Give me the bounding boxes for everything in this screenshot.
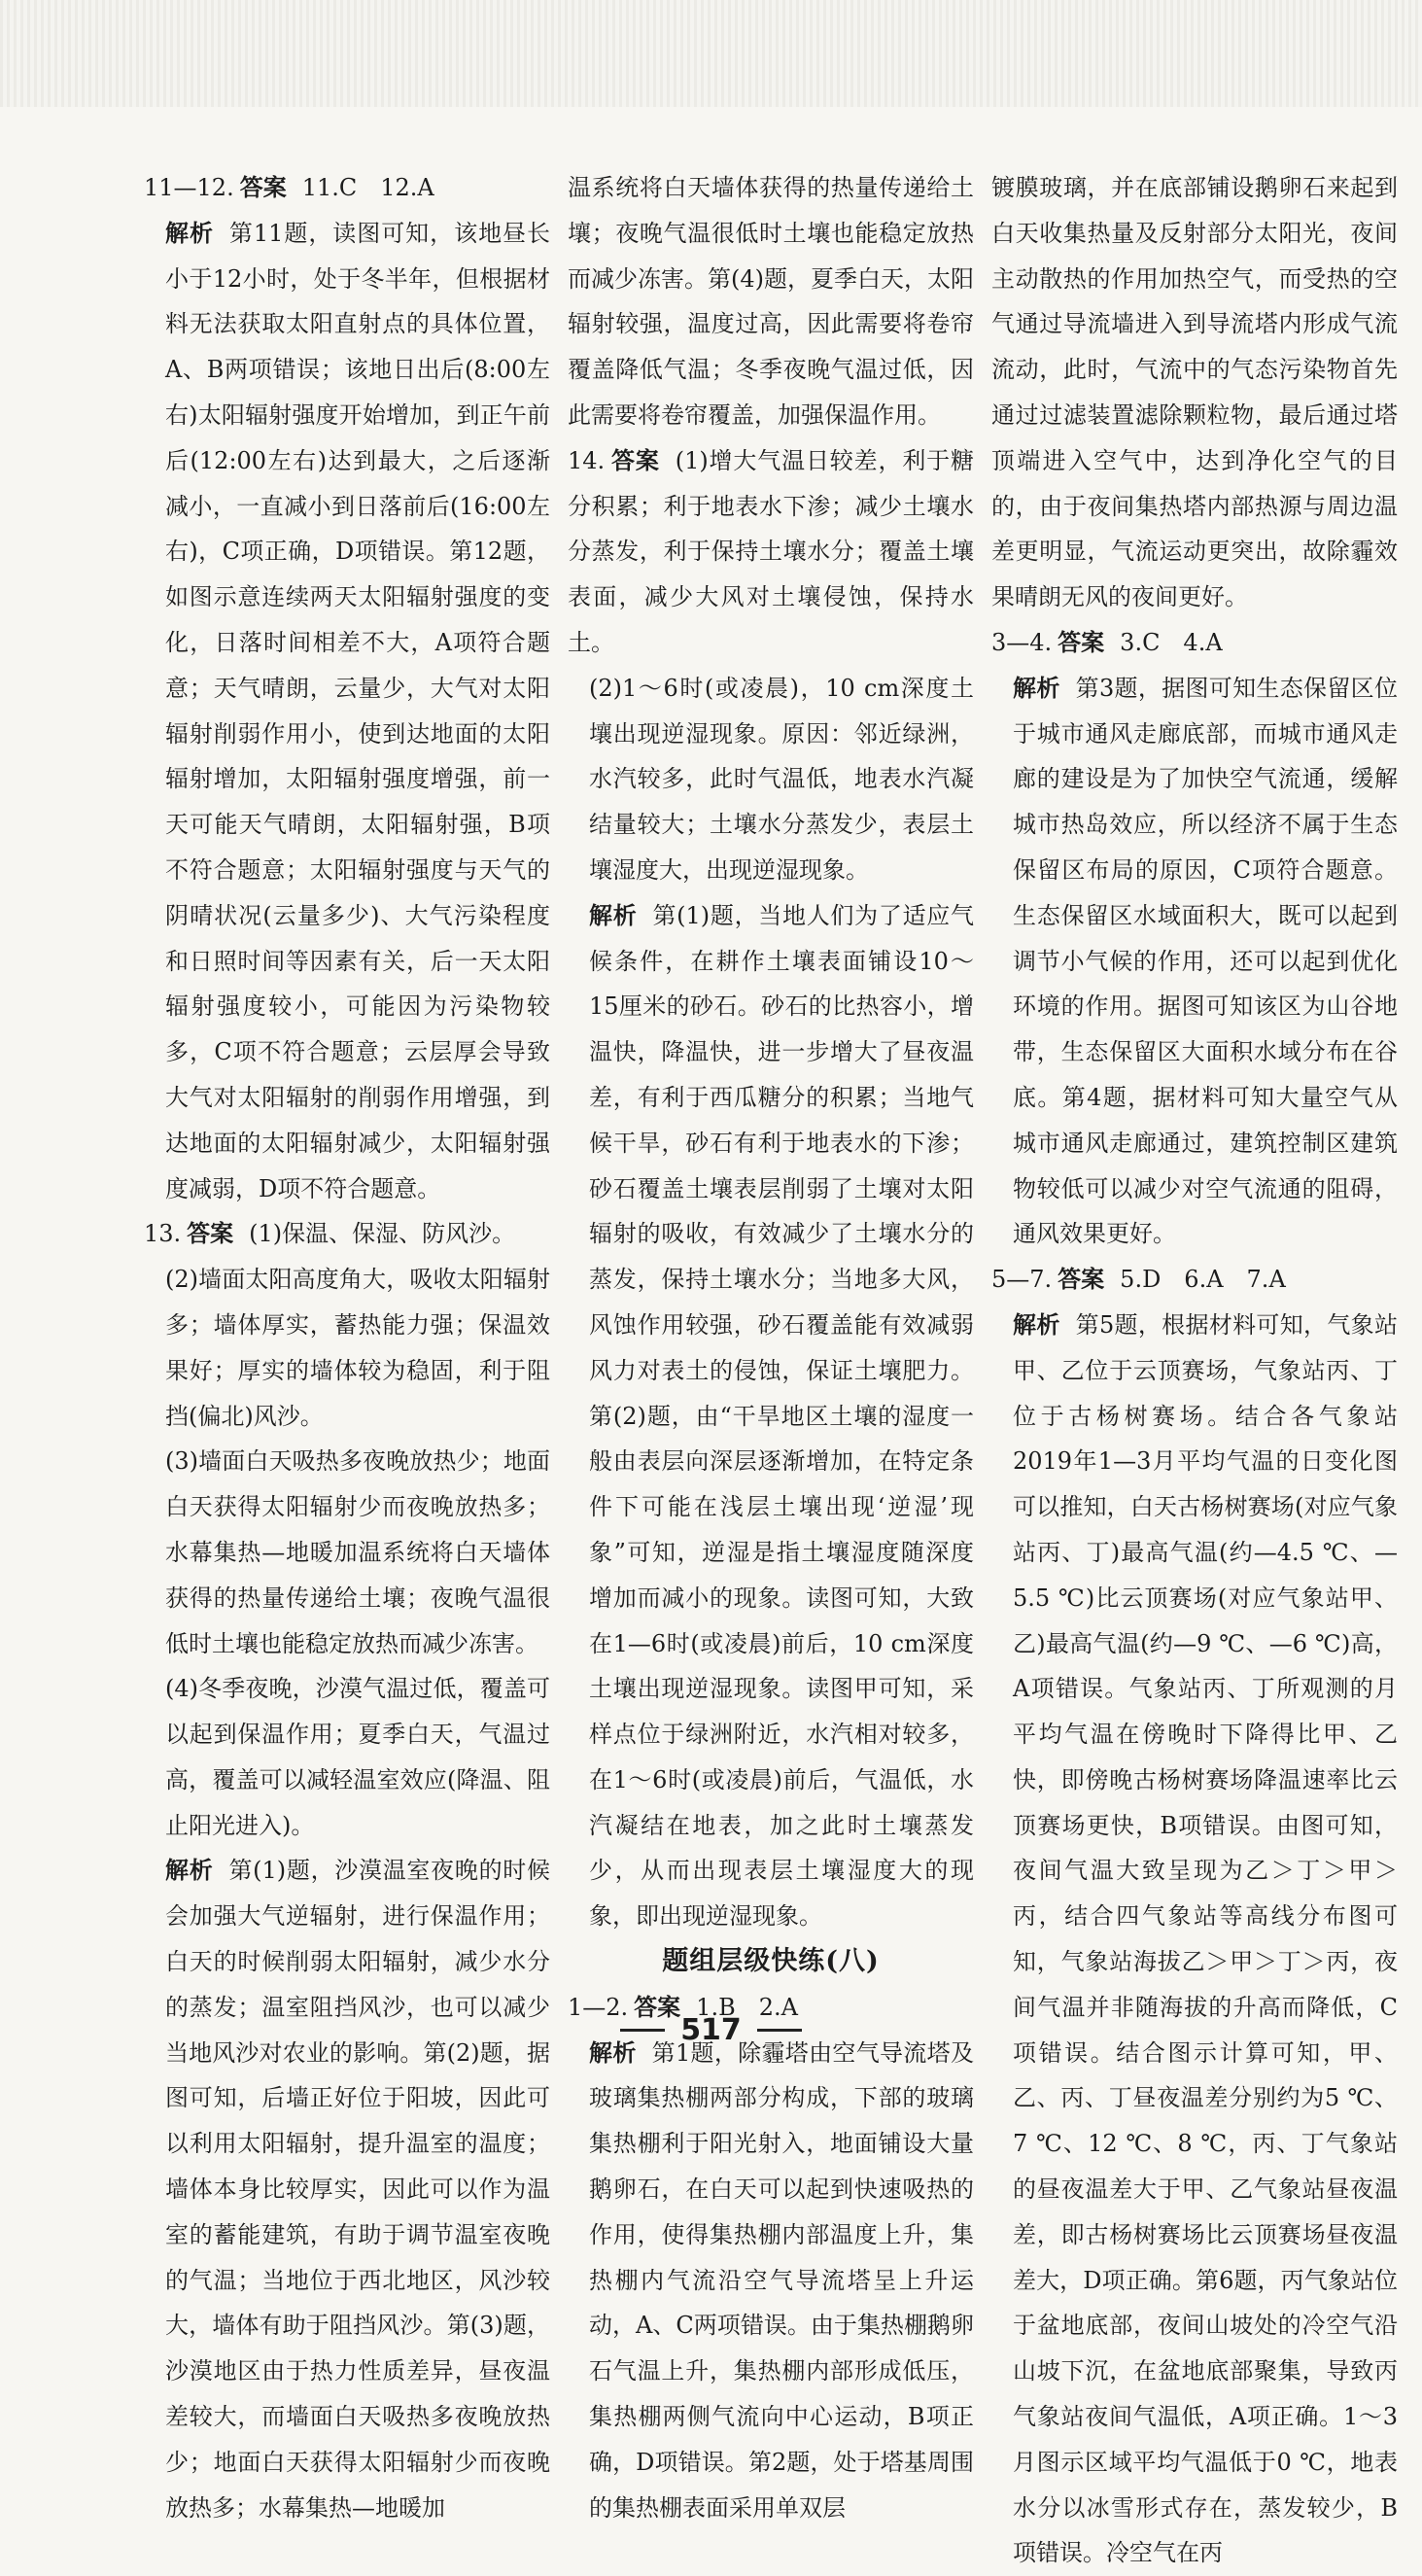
analysis-paragraph bbox=[144, 1848, 550, 2530]
answer-line bbox=[568, 438, 974, 666]
analysis-text: 第(1)题，沙漠温室夜晚的时候会加强大气逆辐射，进行保温作用；白天的时候削弱太阳辐射，减少水分的蒸发；温室阻挡风沙，也可以减少当地风沙对农业的影响。第(2)题，据图可知，后墙正好位于阳坡，因此可以利用太阳辐射，提升温室的温度；墙体本身比较厚实，因此可以作为温室的蓄能建筑，有助于调节温室夜晚的气温；当地位于西北地区，风沙较大，墙体有助于阻挡风沙。第(3)题，沙漠地区由于热力性质差异，昼夜温差较大，而墙面白天吸热多夜晚放热少；地面白天获得太阳辐射少而夜晚放热多；水幕集热—地暖加 bbox=[165, 1857, 551, 2522]
analysis-label: 解析 bbox=[589, 2037, 637, 2067]
analysis-text: 第1题，除霾塔由空气导流塔及玻璃集热棚两部分构成，下部的玻璃集热棚利于阳光射入，地面铺设大量鹅卵石，在白天可以起到快速吸热的作用，使得集热棚内部温度上升，集热棚内气流沿空气导流塔呈上升运动，A、C两项错误。由于集热棚鹅卵石气温上升，集热棚内部形成低压，集热棚两侧气流向中心运动，B项正确，D项错误。第2题，处于塔基周围的集热棚表面采用单双层 bbox=[589, 2038, 974, 2522]
answer-label: 答案 bbox=[610, 445, 660, 474]
answer-line bbox=[991, 1257, 1398, 1303]
analysis-paragraph bbox=[991, 666, 1398, 1257]
page-number: 517 bbox=[680, 2012, 742, 2047]
answer-label: 答案 bbox=[239, 173, 287, 201]
answer-subpart: (4)冬季夜晚，沙漠气温过低，覆盖可以起到保温作用；夏季白天，气温过高，覆盖可以减轻温室效应(降温、阻止阳光进入)。 bbox=[165, 1675, 550, 1839]
footer-dash-right bbox=[757, 2029, 802, 2032]
question-number: 11—12. bbox=[144, 174, 234, 201]
answer-line bbox=[144, 165, 550, 211]
analysis-paragraph bbox=[991, 1303, 1398, 2576]
analysis-text: 第3题，据图可知生态保留区位于城市通风走廊底部，而城市通风走廊的建设是为了加快空气流通，缓解城市热岛效应，所以经济不属于生态保留区布局的原因，C项符合题意。生态保留区水域面积大，既可以起到调节小气候的作用，还可以起到优化环境的作用。据图可知该区为山谷地带，生态保留区大面积水域分布在谷底。第4题，据材料可知大量空气从城市通风走廊通过，建筑控制区建筑物较低可以减少对空气流通的阻碍，通风效果更好。 bbox=[1013, 674, 1398, 1248]
analysis-paragraph bbox=[144, 211, 550, 1212]
answer-subpart: (2)1～6时(或凌晨)，10 cm深度土壤出现逆湿现象。原因：邻近绿洲，水汽较多，此时气温低，地表水汽凝结量较大；土壤水分蒸发少，表层土壤湿度大，出现逆湿现象。 bbox=[589, 674, 974, 884]
question-number: 3—4. bbox=[991, 628, 1053, 656]
question-number: 13. bbox=[144, 1220, 182, 1248]
analysis-paragraph bbox=[568, 2031, 974, 2531]
question-number: 5—7. bbox=[991, 1266, 1053, 1294]
analysis-paragraph bbox=[568, 893, 974, 1939]
answer-text: 11.C 12.A bbox=[301, 174, 434, 201]
analysis-text: 第5题，根据材料可知，气象站甲、乙位于云顶赛场，气象站丙、丁位于古杨树赛场。结合各气象站2019年1—3月平均气温的日变化图可以推知，白天古杨树赛场(对应气象站丙、丁)最高气温(约—4.5 ℃、—5.5 ℃)比云顶赛场(对应气象站甲、乙)最高气温(约—9 ℃、—6 ℃)高，A项错误。气象站丙、丁所观测的月平均气温在傍晚时下降得比甲、乙快，即傍晚古杨树赛场降温速率比云顶赛场更快，B项错误。由图可知，夜间气温大致呈现为乙＞丁＞甲＞丙，结合四气象站等高线分布图可知，气象站海拔乙＞甲＞丁＞丙，夜间气温并非随海拔的升高而降低，C项错误。结合图示计算可知，甲、乙、丙、丁昼夜温差分别约为5 ℃、7 ℃、12 ℃、8 ℃，丙、丁气象站的昼夜温差大于甲、乙气象站昼夜温差，即古杨树赛场比云顶赛场昼夜温差大，D项正确。第6题，丙气象站位于盆地底部，夜间山坡处的冷空气沿山坡下沉，在盆地底部聚集，导致丙气象站夜间气温低，A项正确。1～3月图示区域平均气温低于0 ℃，地表水分以冰雪形式存在，蒸发较少，B项错误。冷空气在丙 bbox=[1013, 1310, 1398, 2567]
scan-top-strip bbox=[0, 0, 1422, 107]
answer-text: 1.B 2.A bbox=[696, 1993, 798, 2021]
answer-label: 答案 bbox=[187, 1219, 234, 1248]
question-number: 1—2. bbox=[568, 1993, 629, 2021]
continued-text: 镀膜玻璃，并在底部铺设鹅卵石来起到白天收集热量及反射部分太阳光，夜间主动散热的作用加热空气，而受热的空气通过导流墙进入到导流塔内形成气流流动，此时，气流中的气态污染物首先通过过滤装置滤除颗粒物，最后通过塔顶端进入空气中，达到净化空气的目的，由于夜间集热塔内部热源与周边温差更明显，气流运动更突出，故除霾效果晴朗无风的夜间更好。 bbox=[991, 174, 1398, 611]
answer-line bbox=[144, 1211, 550, 1257]
column-right bbox=[991, 165, 1398, 2567]
answer-label: 答案 bbox=[634, 1992, 681, 2021]
column-left bbox=[144, 165, 551, 2522]
answer-label: 答案 bbox=[1058, 1265, 1105, 1294]
answer-text: (1)保温、保湿、防风沙。 bbox=[249, 1220, 516, 1248]
answer-text: 3.C 4.A bbox=[1120, 628, 1223, 656]
answer-label: 答案 bbox=[1058, 627, 1105, 656]
analysis-text: 第11题，读图可知，该地昼长小于12小时，处于冬半年，但根据材料无法获取太阳直射点的具体位置，A、B两项错误；该地日出后(8:00左右)太阳辐射强度开始增加，到正午前后(12:00左右)达到最大，之后逐渐减小，一直减小到日落前后(16:00左右)，C项正确，D项错误。第12题，如图示意连续两天太阳辐射强度的变化，日落时间相差不大，A项符合题意；天气晴朗，云量少，大气对太阳辐射削弱作用小，使到达地面的太阳辐射增加，太阳辐射强度增强，前一天可能天气晴朗，太阳辐射强，B项不符合题意；太阳辐射强度与天气的阴晴状况(云量多少)、大气污染程度和日照时间等因素有关，后一天太阳辐射强度较小，可能因为污染物较多，C项不符合题意；云层厚会导致大气对太阳辐射的削弱作用增强，到达地面的太阳辐射减少，太阳辐射强度减弱，D项不符合题意。 bbox=[165, 219, 550, 1202]
footer-dash-left bbox=[620, 2029, 665, 2032]
answer-text: 5.D 6.A 7.A bbox=[1120, 1266, 1286, 1294]
analysis-label: 解析 bbox=[1013, 1309, 1060, 1339]
answer-subpart: (2)墙面太阳高度角大，吸收太阳辐射多；墙体厚实，蓄热能力强；保温效果好；厚实的墙体较为稳固，利于阻挡(偏北)风沙。 bbox=[165, 1266, 550, 1430]
answer-line bbox=[991, 620, 1398, 666]
page-footer bbox=[0, 2010, 1422, 2049]
continued-text: 温系统将白天墙体获得的热量传递给土壤；夜晚气温很低时土壤也能稳定放热而减少冻害。第(4)题，夏季白天，太阳辐射较强，温度过高，因此需要将卷帘覆盖降低气温；冬季夜晚气温过低，因此需要将卷帘覆盖，加强保温作用。 bbox=[568, 174, 974, 429]
analysis-text: 第(1)题，当地人们为了适应气候条件，在耕作土壤表面铺设10～15厘米的砂石。砂石的比热容小，增温快，降温快，进一步增大了昼夜温差，有利于西瓜糖分的积累；当地气候干旱，砂石有利于地表水的下渗；砂石覆盖土壤表层削弱了土壤对太阳辐射的吸收，有效减少了土壤水分的蒸发，保持土壤水分；当地多大风，风蚀作用较强，砂石覆盖能有效减弱风力对表土的侵蚀，保证土壤肥力。第(2)题，由“干旱地区土壤的湿度一般由表层向深层逐渐增加，在特定条件下可能在浅层土壤出现‘逆湿’现象”可知，逆湿是指土壤湿度随深度增加而减小的现象。读图可知，大致在1—6时(或凌晨)前后，10 cm深度土壤出现逆湿现象。读图甲可知，采样点位于绿洲附近，水汽相对较多，在1～6时(或凌晨)前后，气温低，水汽凝结在地表，加之此时土壤蒸发少，从而出现表层土壤湿度大的现象，即出现逆湿现象。 bbox=[589, 901, 975, 1931]
analysis-label: 解析 bbox=[165, 218, 214, 247]
analysis-label: 解析 bbox=[1013, 673, 1060, 702]
answer-subpart: (3)墙面白天吸热多夜晚放热少；地面白天获得太阳辐射少而夜晚放热多；水幕集热—地暖加温系统将白天墙体获得的热量传递给土壤；夜晚气温很低时土壤也能稳定放热而减少冻害。 bbox=[165, 1447, 550, 1657]
section-title: 题组层级快练(八) bbox=[662, 1946, 880, 1977]
question-number: 14. bbox=[568, 446, 606, 474]
analysis-label: 解析 bbox=[589, 900, 638, 929]
answer-text: (1)增大气温日较差，利于糖分积累；利于地表水下渗；减少土壤水分蒸发，利于保持土壤水分；覆盖土壤表面，减少大风对土壤侵蚀，保持水土。 bbox=[568, 446, 975, 656]
analysis-label: 解析 bbox=[165, 1856, 214, 1885]
